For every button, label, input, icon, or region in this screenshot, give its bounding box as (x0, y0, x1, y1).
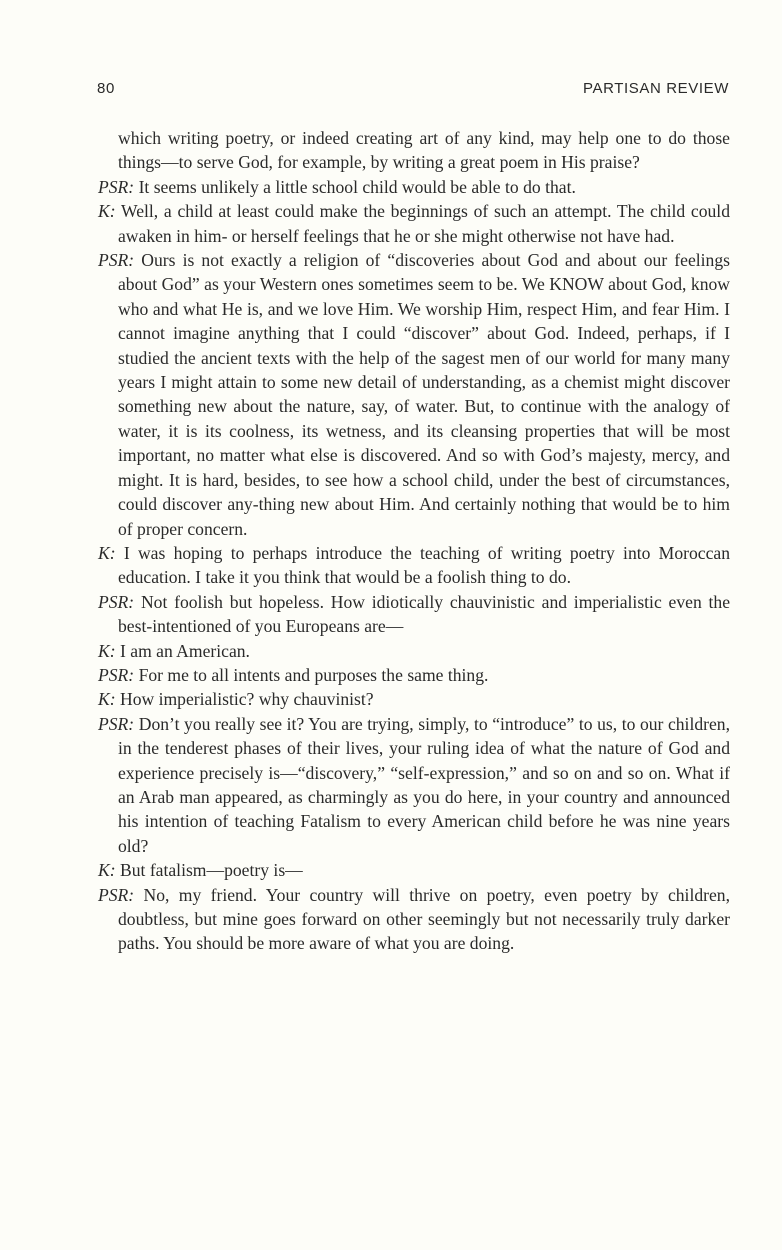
dialogue-turn (98, 639, 730, 663)
turn-text: I am an American. (120, 640, 250, 661)
continued-paragraph: which writing poetry, or indeed creating art of any kind, may help one to do those things—to serve God, for example, by writing a great poem in His praise? (118, 128, 730, 173)
speaker-label: K: (98, 201, 116, 222)
turn-text: But fatalism—poetry is— (120, 860, 303, 881)
body-text (98, 126, 730, 956)
speaker-label: K: (98, 689, 116, 710)
dialogue-turn (98, 541, 730, 590)
dialogue-turn (98, 687, 730, 711)
speaker-label: PSR: (98, 591, 135, 612)
dialogue (98, 175, 730, 956)
dialogue-turn (98, 590, 730, 639)
dialogue-turn (98, 199, 730, 248)
speaker-label: K: (98, 860, 116, 881)
turn-text: It seems unlikely a little school child would be able to do that. (138, 176, 576, 197)
turn-text: Ours is not exactly a religion of “discoveries about God and about our feelings about God” as your Western ones sometimes seem to be. We KNOW about God, know who and what He is, and we love Him. We worship Him, respect Him, and fear Him. I cannot imagine anything that I could “discover” about God. Indeed, perhaps, if I studied the ancient texts with the help of the sagest men of our world for many many years I might attain to some new detail of understanding, as a chemist might discover something new about the nature, say, of water. But, to continue with the analogy of water, it is its coolness, its wetness, and its cleansing properties that will be most important, no matter what else is discovered. And so with God’s majesty, mercy, and might. It is hard, besides, to see how a school child, under the best of circumstances, could discover any-thing new about Him. And certainly nothing that would be to him of proper concern. (118, 250, 730, 539)
dialogue-turn (98, 663, 730, 687)
turn-text: For me to all intents and purposes the same thing. (138, 664, 489, 685)
page-number: 80 (97, 80, 115, 97)
speaker-label: K: (98, 640, 116, 661)
speaker-label: PSR: (98, 884, 135, 905)
running-head (97, 80, 729, 100)
turn-text: No, my friend. Your country will thrive on poetry, even poetry by children, doubtless, but mine goes forward on other seemingly but not necessarily truly darker paths. You should be more aware of what you are doing. (118, 884, 730, 954)
turn-text: Well, a child at least could make the beginnings of such an attempt. The child could awaken in him- or herself feelings that he or she might otherwise not have had. (118, 201, 730, 246)
speaker-label: K: (98, 542, 116, 563)
turn-text: I was hoping to perhaps introduce the teaching of writing poetry into Moroccan education. I take it you think that would be a foolish thing to do. (118, 542, 731, 588)
turn-text: How imperialistic? why chauvinist? (120, 689, 374, 710)
dialogue-turn (98, 248, 730, 541)
speaker-label: PSR: (98, 713, 135, 734)
turn-text: Not foolish but hopeless. How idiotically chauvinistic and imperialistic even the best-intentioned of you Europeans are— (118, 591, 731, 637)
dialogue-turn (98, 175, 730, 199)
turn-text: Don’t you really see it? You are trying, simply, to “introduce” to us, to our children, in the tenderest phases of their lives, your ruling idea of what the nature of God and experience precisely is—“discovery,” “self-expression,” and so on and so on. What if an Arab man appeared, as charmingly as you do here, in your country and announced his intention of teaching Fatalism to every American child before he was nine years old? (118, 713, 730, 856)
dialogue-turn (98, 858, 730, 882)
speaker-label: PSR: (98, 176, 135, 197)
journal-title: PARTISAN REVIEW (583, 80, 729, 97)
speaker-label: PSR: (98, 250, 135, 271)
dialogue-turn (98, 883, 730, 956)
speaker-label: PSR: (98, 664, 135, 685)
dialogue-turn (98, 712, 730, 858)
